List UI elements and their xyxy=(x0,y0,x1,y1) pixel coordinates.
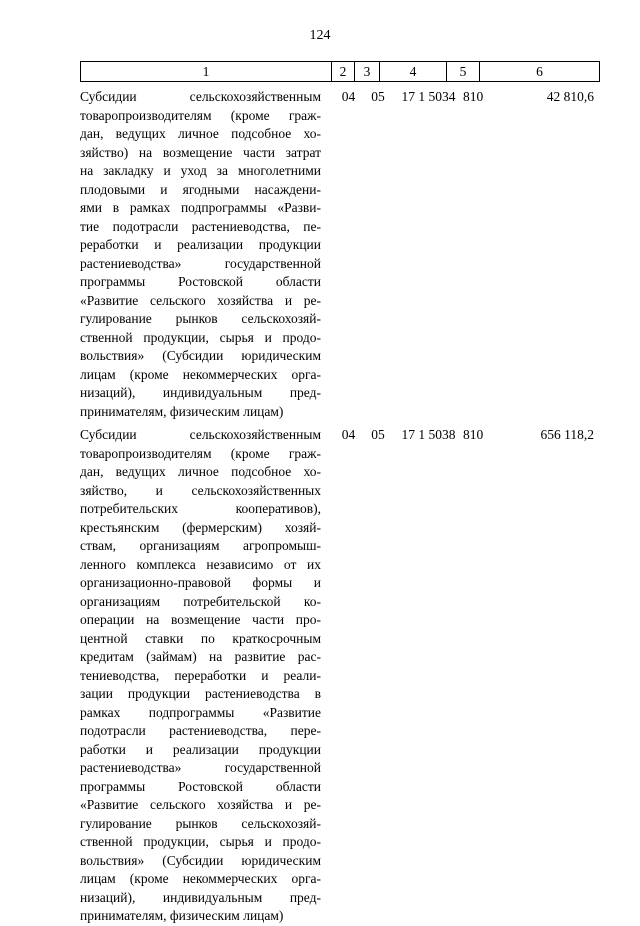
description-line: организациям потребительской ко- xyxy=(80,593,321,609)
description-line: низаций), индивидуальным пред- xyxy=(80,385,321,400)
description-line: тениеводства, переработки и реали- xyxy=(80,667,321,683)
row-amount: 656 118,2 xyxy=(540,427,594,442)
description-line: Субсидии сельскохозяйственным xyxy=(80,427,321,442)
description-line: ленного комплекса независимо от их xyxy=(80,556,321,572)
description-line: на закладку и уход за многолетними xyxy=(80,163,321,178)
description-line: ственной продукции, сырья и продо- xyxy=(80,834,321,849)
description-line: принимателям, физическим лицам) xyxy=(80,908,284,923)
description-line: растениеводства» государственной xyxy=(80,255,321,271)
description-line: работки и реализации продукции xyxy=(80,741,321,757)
row-subsection-code: 05 xyxy=(371,427,385,442)
page-number: 124 xyxy=(309,28,331,43)
description-line: дан, ведущих личное подсобное хо- xyxy=(80,464,321,479)
description-line: зяйство) на возмещение части затрат xyxy=(80,144,321,160)
header-col-2: 2 xyxy=(332,62,355,81)
row-section-code: 04 xyxy=(341,427,356,442)
header-col-3: 3 xyxy=(355,62,380,81)
row-section-code: 04 xyxy=(341,89,356,104)
header-col-6: 6 xyxy=(536,63,543,79)
description-line: лицам (кроме некоммерческих орга- xyxy=(80,871,321,886)
description-line: реработки и реализации продукции xyxy=(80,237,321,252)
description-line: ями в рамках подпрограммы «Разви- xyxy=(80,200,321,215)
description-line: растениеводства» государственной xyxy=(80,760,321,775)
table-row xyxy=(80,426,600,926)
description-line: потребительских кооперативов), xyxy=(80,501,321,516)
description-line: вольствия» (Субсидии юридическим xyxy=(80,852,321,868)
description-line: «Развитие сельского хозяйства и ре- xyxy=(80,292,321,308)
description-line: зяйство, и сельскохозяйственных xyxy=(80,482,321,498)
description-line: «Развитие сельского хозяйства и ре- xyxy=(80,797,321,812)
row-description xyxy=(80,88,321,421)
header-col-5: 5 xyxy=(447,62,480,81)
description-line: крестьянским (фермерским) хозяй- xyxy=(80,519,321,535)
row-subsection-code: 05 xyxy=(371,89,385,104)
description-line: Субсидии сельскохозяйственным xyxy=(80,89,321,104)
description-line: центной ставки по краткосрочным xyxy=(80,630,321,646)
row-target-article: 17 1 5038 xyxy=(401,427,456,442)
description-line: ствам, организациям агропромыш- xyxy=(80,538,321,553)
table-header-row xyxy=(80,61,600,82)
header-col-4: 4 xyxy=(380,62,447,81)
description-line: товаропроизводителям (кроме граж- xyxy=(80,445,321,461)
row-description xyxy=(80,426,321,926)
description-line: дан, ведущих личное подсобное хо- xyxy=(80,126,321,141)
description-line: гулирование рынков сельскохозяй- xyxy=(80,311,321,326)
description-line: кредитам (займам) на развитие рас- xyxy=(80,649,321,664)
description-line: вольствия» (Субсидии юридическим xyxy=(80,348,321,363)
header-col-1: 1 xyxy=(81,62,332,81)
description-line: программы Ростовской области xyxy=(80,778,321,794)
description-line: низаций), индивидуальным пред- xyxy=(80,889,321,905)
description-line: программы Ростовской области xyxy=(80,274,321,289)
description-line: принимателям, физическим лицам) xyxy=(80,403,284,419)
table-row xyxy=(80,88,600,421)
description-line: организационно-правовой формы и xyxy=(80,575,321,590)
description-line: товаропроизводителям (кроме граж- xyxy=(80,107,321,123)
description-line: ственной продукции, сырья и продо- xyxy=(80,329,321,345)
description-line: подотрасли растениеводства, пере- xyxy=(80,723,321,738)
description-line: плодовыми и ягодными насаждени- xyxy=(80,181,321,197)
description-line: лицам (кроме некоммерческих орга- xyxy=(80,366,321,382)
description-line: операции на возмещение части про- xyxy=(80,612,321,627)
description-line: тие подотрасли растениеводства, пе- xyxy=(80,218,321,234)
row-expense-type: 810 xyxy=(463,89,484,104)
budget-table xyxy=(80,61,600,926)
row-expense-type: 810 xyxy=(463,427,484,442)
description-line: рамках подпрограммы «Развитие xyxy=(80,704,321,720)
description-line: зации продукции растениеводства в xyxy=(80,686,321,701)
row-target-article: 17 1 5034 xyxy=(401,89,456,104)
row-amount: 42 810,6 xyxy=(546,89,594,104)
description-line: гулирование рынков сельскохозяй- xyxy=(80,815,321,831)
